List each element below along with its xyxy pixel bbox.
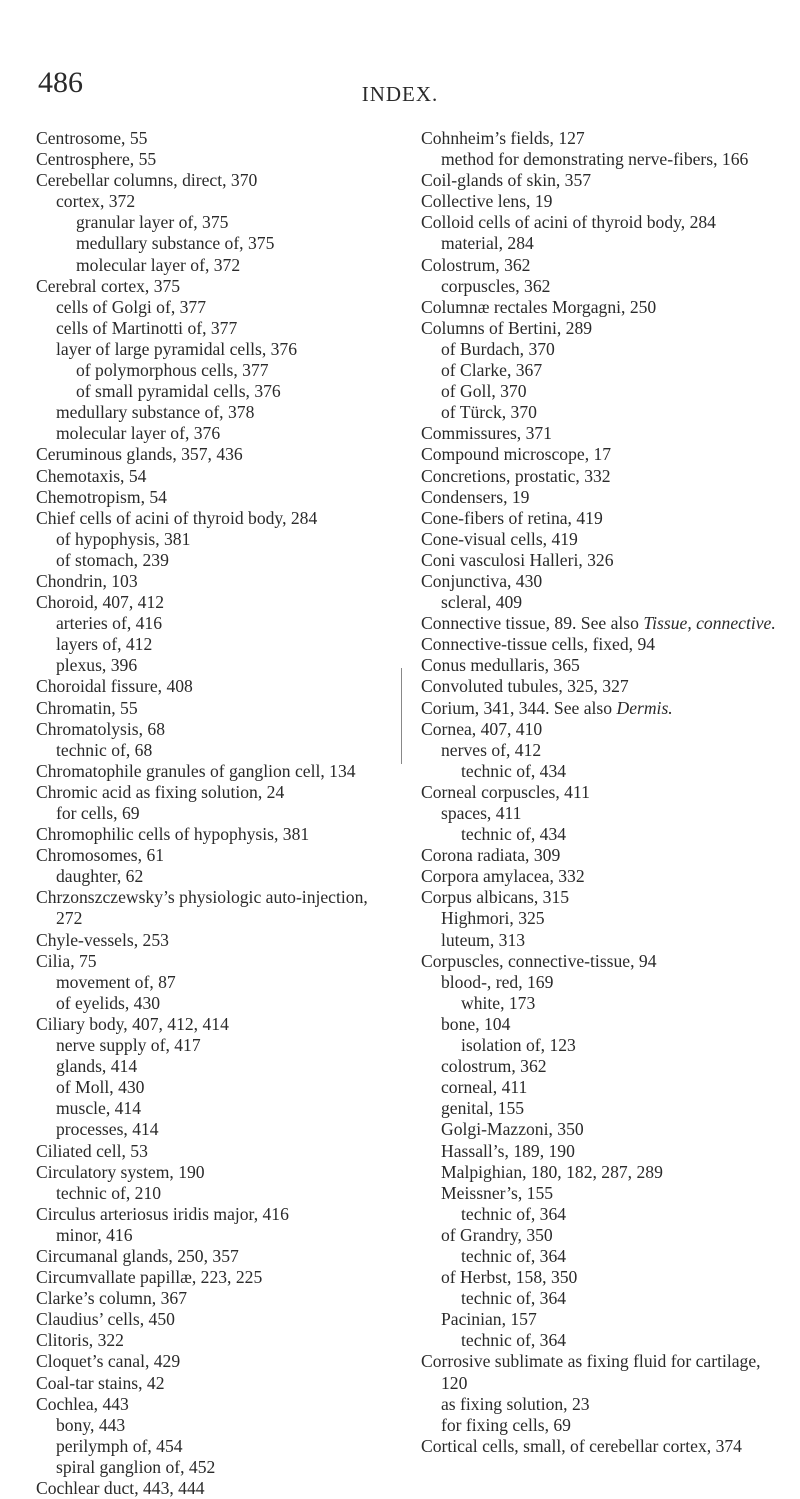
index-entry [421, 360, 776, 381]
index-entry-text: Colloid cells of acini of thyroid body, 284 [421, 212, 716, 233]
index-entry-text: medullary substance of, 378 [56, 402, 255, 423]
index-entry [36, 1225, 388, 1246]
index-entry [36, 740, 388, 761]
index-entry-text: Cerebellar columns, direct, 370 [36, 170, 258, 191]
index-entry-text: Commissures, 371 [421, 423, 552, 444]
index-entry [36, 339, 388, 360]
index-entry [36, 676, 388, 697]
index-entry [36, 951, 388, 972]
index-entry [421, 128, 776, 149]
index-entry-text: of polymorphous cells, 377 [76, 360, 269, 381]
index-entry-text: Conjunctiva, 430 [421, 570, 543, 591]
index-entry [36, 930, 388, 951]
index-entry [36, 1056, 388, 1077]
index-entry [36, 1457, 388, 1478]
index-entry [36, 1309, 388, 1330]
index-entry-text: Connective tissue, 89. See also [421, 613, 644, 634]
index-entry-text: Chromosomes, 61 [36, 845, 165, 866]
index-entry [36, 993, 388, 1014]
index-entry [421, 1077, 776, 1098]
index-entry [36, 1141, 388, 1162]
index-entry [421, 339, 776, 360]
index-entry [421, 444, 776, 465]
index-entry [36, 866, 388, 887]
index-entry [36, 466, 388, 487]
index-entry [421, 676, 776, 697]
index-entry [36, 634, 388, 655]
index-entry-text: Chromatophile granules of ganglion cell, 134 [36, 760, 356, 781]
index-entry-text: medullary substance of, 375 [76, 233, 275, 254]
index-entry [36, 276, 388, 297]
index-entry [421, 887, 776, 908]
index-entry-text: nerve supply of, 417 [56, 1035, 201, 1056]
index-entry-text: Cortical cells, small, of cerebellar cortex, 374 [421, 1435, 742, 1456]
index-entry-text: isolation of, 123 [461, 1035, 576, 1056]
index-column-right [421, 128, 776, 1457]
index-entry-text: Highmori, 325 [441, 908, 545, 929]
index-entry-text: Chromatin, 55 [36, 697, 138, 718]
index-entry [421, 972, 776, 993]
index-entry-text: of Clarke, 367 [441, 360, 543, 381]
index-entry-text: material, 284 [441, 233, 534, 254]
index-entry-text: corneal, 411 [441, 1077, 528, 1098]
index-entry [36, 212, 388, 233]
index-entry-text: as fixing solution, 23 [441, 1393, 590, 1414]
index-entry [421, 634, 776, 655]
index-entry [421, 508, 776, 529]
index-entry [36, 1162, 388, 1183]
index-entry [421, 761, 776, 782]
index-entry-text: Chromic acid as fixing solution, 24 [36, 781, 285, 802]
index-entry-text: Compound microscope, 17 [421, 444, 612, 465]
index-entry [36, 1436, 388, 1457]
running-head: INDEX. [361, 82, 439, 106]
index-entry-text: Chrzonszczewsky’s physiologic auto-injection, 272 [36, 887, 368, 929]
index-entry-text: Cochlea, 443 [36, 1393, 129, 1414]
index-entry [36, 782, 388, 803]
index-entry [36, 1330, 388, 1351]
index-entry [36, 972, 388, 993]
index-entry [421, 529, 776, 550]
index-entry-text: Colostrum, 362 [421, 254, 531, 275]
index-entry-text: Corrosive sublimate as fixing fluid for cartilage, 120 [421, 1351, 761, 1393]
index-entry [36, 423, 388, 444]
index-entry [421, 930, 776, 951]
index-entry-text: cells of Golgi of, 377 [56, 296, 207, 317]
index-entry-text: bone, 104 [441, 1013, 511, 1034]
index-entry-text: technic of, 364 [461, 1288, 567, 1309]
index-entry-text: layer of large pyramidal cells, 376 [56, 338, 298, 359]
index-entry-text: Connective-tissue cells, fixed, 94 [421, 634, 656, 655]
index-entry [421, 191, 776, 212]
index-entry-text: processes, 414 [56, 1119, 159, 1140]
index-entry-text: of Türck, 370 [441, 402, 537, 423]
index-entry-text: technic of, 364 [461, 1330, 567, 1351]
index-entry-text: plexus, 396 [56, 655, 138, 676]
index-entry [421, 719, 776, 740]
index-entry-text: Ciliary body, 407, 412, 414 [36, 1013, 229, 1034]
index-entry [36, 1119, 388, 1140]
index-entry-text: Choroid, 407, 412 [36, 592, 165, 613]
index-entry [36, 255, 388, 276]
index-entry-text: Centrosphere, 55 [36, 149, 157, 170]
index-entry [36, 698, 388, 719]
index-entry [421, 993, 776, 1014]
index-entry [36, 1077, 388, 1098]
index-entry [421, 1119, 776, 1140]
index-entry [36, 719, 388, 740]
index-entry [36, 655, 388, 676]
index-entry [421, 466, 776, 487]
index-entry-text: of stomach, 239 [56, 549, 169, 570]
index-entry-text: Conus medullaris, 365 [421, 655, 580, 676]
index-entry [36, 381, 388, 402]
index-entry [36, 887, 388, 929]
index-entry-text: for cells, 69 [56, 803, 140, 823]
index-entry [421, 402, 776, 423]
index-entry-text: Concretions, prostatic, 332 [421, 465, 611, 486]
index-entry-text: Chyle-vessels, 253 [36, 929, 169, 950]
index-entry [421, 1309, 776, 1330]
index-entry [36, 1373, 388, 1394]
index-entry [36, 550, 388, 571]
index-entry-text: spaces, 411 [441, 803, 522, 823]
index-entry-text: minor, 416 [56, 1224, 133, 1245]
index-entry [36, 402, 388, 423]
index-entry [36, 444, 388, 465]
index-entry-text: bony, 443 [56, 1414, 126, 1435]
index-entry-text: Cornea, 407, 410 [421, 718, 543, 739]
index-entry-text: granular layer of, 375 [76, 212, 229, 233]
index-entry [421, 1014, 776, 1035]
index-entry [36, 128, 388, 149]
index-entry-text: of Moll, 430 [56, 1077, 145, 1098]
index-entry [421, 740, 776, 761]
index-entry-text: Cochlear duct, 443, 444 [36, 1478, 205, 1498]
index-entry-text: Cone-fibers of retina, 419 [421, 507, 603, 528]
index-entry-text: Malpighian, 180, 182, 287, 289 [441, 1161, 663, 1182]
index-entry [421, 550, 776, 571]
index-entry-text: Chemotaxis, 54 [36, 465, 147, 486]
index-entry-text: for fixing cells, 69 [441, 1414, 571, 1435]
index-entry [421, 1394, 776, 1415]
index-entry [36, 571, 388, 592]
index-entry-text: layers of, 412 [56, 634, 153, 655]
index-entry-text: of Goll, 370 [441, 381, 527, 402]
index-entry [36, 191, 388, 212]
index-entry-text: Coal-tar stains, 42 [36, 1372, 165, 1393]
index-entry [36, 1288, 388, 1309]
index-entry-text: of Burdach, 370 [441, 338, 555, 359]
index-entry [36, 1035, 388, 1056]
index-entry [36, 508, 388, 529]
index-entry-text: Clarke’s column, 367 [36, 1288, 187, 1309]
index-entry [421, 845, 776, 866]
index-entry-text: Convoluted tubules, 325, 327 [421, 676, 629, 697]
index-entry-text: Chief cells of acini of thyroid body, 284 [36, 507, 318, 528]
index-entry [36, 845, 388, 866]
index-entry [36, 1478, 388, 1499]
index-entry-text: daughter, 62 [56, 866, 144, 887]
index-entry [36, 1415, 388, 1436]
index-entry [36, 233, 388, 254]
index-entry-text: of small pyramidal cells, 376 [76, 381, 281, 402]
index-entry [421, 1267, 776, 1288]
index-entry [421, 908, 776, 929]
index-entry [36, 1014, 388, 1035]
index-entry-text: Cerebral cortex, 375 [36, 275, 181, 296]
index-entry-text: of Herbst, 158, 350 [441, 1267, 578, 1288]
index-entry [421, 381, 776, 402]
index-entry [421, 592, 776, 613]
index-entry-text: of hypophysis, 381 [56, 528, 191, 549]
index-entry-text: of Grandry, 350 [441, 1224, 553, 1245]
index-entry [421, 571, 776, 592]
index-entry-text: Centrosome, 55 [36, 128, 148, 148]
column-divider [401, 668, 402, 764]
index-entry [421, 866, 776, 887]
index-entry-text: Corpus albicans, 315 [421, 887, 570, 908]
index-entry-text: Coil-glands of skin, 357 [421, 170, 592, 191]
index-entry-text: method for demonstrating nerve-fibers, 166 [441, 149, 749, 170]
index-entry [36, 318, 388, 339]
index-entry [421, 1183, 776, 1204]
index-entry-text: technic of, 434 [461, 760, 567, 781]
index-entry [36, 803, 388, 824]
index-entry [36, 1394, 388, 1415]
index-entry-text: molecular layer of, 372 [76, 254, 241, 275]
index-entry [421, 233, 776, 254]
index-entry [36, 1183, 388, 1204]
index-column-left [36, 128, 388, 1499]
index-entry [421, 212, 776, 233]
index-entry-text: arteries of, 416 [56, 613, 163, 634]
index-entry-text: technic of, 434 [461, 824, 567, 845]
index-entry [421, 1162, 776, 1183]
index-entry [36, 613, 388, 634]
index-entry-text: Corneal corpuscles, 411 [421, 781, 590, 802]
index-entry-text: colostrum, 362 [441, 1056, 547, 1077]
index-entry-text: Ceruminous glands, 357, 436 [36, 444, 243, 465]
index-entry [36, 360, 388, 381]
index-entry-text: Choroidal fissure, 408 [36, 676, 193, 697]
index-entry-text: perilymph of, 454 [56, 1435, 183, 1456]
index-entry-text: genital, 155 [441, 1098, 525, 1119]
index-entry-text: nerves of, 412 [441, 739, 542, 760]
index-entry [36, 1098, 388, 1119]
index-entry [421, 1141, 776, 1162]
index-entry-text: Hassall’s, 189, 190 [441, 1140, 575, 1161]
index-entry [421, 1056, 776, 1077]
cross-reference: Dermis. [616, 697, 673, 718]
index-entry-text: molecular layer of, 376 [56, 423, 221, 444]
index-entry [36, 592, 388, 613]
index-entry [421, 1035, 776, 1056]
index-entry [36, 297, 388, 318]
index-entry-text: Cone-visual cells, 419 [421, 528, 578, 549]
index-entry [421, 255, 776, 276]
index-entry [421, 824, 776, 845]
index-entry-text: cells of Martinotti of, 377 [56, 317, 238, 338]
index-entry [421, 951, 776, 972]
index-entry [421, 1246, 776, 1267]
index-entry-text: Corona radiata, 309 [421, 845, 561, 866]
index-entry-text: Chondrin, 103 [36, 570, 138, 591]
index-entry [421, 149, 776, 170]
index-entry [421, 803, 776, 824]
index-entry-text: Ciliated cell, 53 [36, 1140, 148, 1161]
index-entry [421, 1204, 776, 1225]
index-entry-text: Columns of Bertini, 289 [421, 317, 593, 338]
index-entry [421, 1436, 776, 1457]
index-entry-text: Cohnheim’s fields, 127 [421, 128, 585, 148]
index-entry-text: Circulatory system, 190 [36, 1161, 205, 1182]
index-entry [421, 1288, 776, 1309]
index-entry-text: scleral, 409 [441, 592, 523, 613]
index-entry [421, 655, 776, 676]
index-entry-text: spiral ganglion of, 452 [56, 1456, 216, 1477]
index-entry [36, 761, 388, 782]
index-entry [36, 170, 388, 191]
index-entry [421, 1330, 776, 1351]
index-entry-text: movement of, 87 [56, 971, 176, 992]
index-entry [421, 613, 776, 634]
index-entry-text: Corpora amylacea, 332 [421, 866, 585, 887]
index-entry [421, 423, 776, 444]
index-entry-text: Meissner’s, 155 [441, 1182, 554, 1203]
index-entry [421, 276, 776, 297]
index-entry-text: Pacinian, 157 [441, 1309, 537, 1330]
index-entry [36, 149, 388, 170]
index-entry [421, 170, 776, 191]
index-entry-text: Clitoris, 322 [36, 1330, 124, 1351]
index-entry-text: Golgi-Mazzoni, 350 [441, 1119, 584, 1140]
index-entry-text: Chemotropism, 54 [36, 486, 167, 507]
index-entry [36, 487, 388, 508]
page-number: 486 [38, 66, 83, 99]
index-entry [421, 1415, 776, 1436]
index-entry [421, 782, 776, 803]
index-entry [421, 318, 776, 339]
index-entry-text: Cilia, 75 [36, 950, 97, 971]
index-entry-text: technic of, 210 [56, 1182, 162, 1203]
index-entry-text: Collective lens, 19 [421, 191, 553, 212]
index-entry-text: Columnæ rectales Morgagni, 250 [421, 296, 657, 317]
cross-reference: Tissue, connective. [643, 613, 776, 634]
index-entry [421, 1098, 776, 1119]
index-entry-text: muscle, 414 [56, 1098, 142, 1119]
index-entry [36, 1204, 388, 1225]
index-entry-text: technic of, 364 [461, 1203, 567, 1224]
index-entry [36, 824, 388, 845]
index-entry-text: technic of, 68 [56, 739, 153, 760]
index-entry [36, 1246, 388, 1267]
index-entry-text: Circumanal glands, 250, 357 [36, 1245, 239, 1266]
index-entry-text: of eyelids, 430 [56, 992, 161, 1013]
index-entry-text: luteum, 313 [441, 929, 526, 950]
index-entry [36, 529, 388, 550]
index-entry [421, 1225, 776, 1246]
index-entry-text: glands, 414 [56, 1056, 138, 1077]
index-entry-text: blood-, red, 169 [441, 971, 554, 992]
index-entry-text: Cloquet’s canal, 429 [36, 1351, 181, 1372]
index-entry-text: cortex, 372 [56, 191, 136, 212]
index-entry-text: Condensers, 19 [421, 486, 530, 507]
index-entry [421, 297, 776, 318]
index-entry-text: Chromatolysis, 68 [36, 718, 166, 739]
index-entry-text: Corium, 341, 344. See also [421, 697, 617, 718]
index-entry [36, 1267, 388, 1288]
index-entry [421, 487, 776, 508]
index-entry-text: Circulus arteriosus iridis major, 416 [36, 1203, 289, 1224]
index-entry-text: Coni vasculosi Halleri, 326 [421, 549, 614, 570]
index-entry-text: corpuscles, 362 [441, 275, 551, 296]
index-entry-text: Chromophilic cells of hypophysis, 381 [36, 824, 310, 845]
index-entry-text: technic of, 364 [461, 1245, 567, 1266]
index-entry [421, 1351, 776, 1393]
index-entry-text: white, 173 [461, 992, 536, 1013]
index-entry-text: Claudius’ cells, 450 [36, 1309, 175, 1330]
index-entry [421, 698, 776, 719]
index-entry-text: Corpuscles, connective-tissue, 94 [421, 950, 657, 971]
index-entry-text: Circumvallate papillæ, 223, 225 [36, 1267, 263, 1288]
